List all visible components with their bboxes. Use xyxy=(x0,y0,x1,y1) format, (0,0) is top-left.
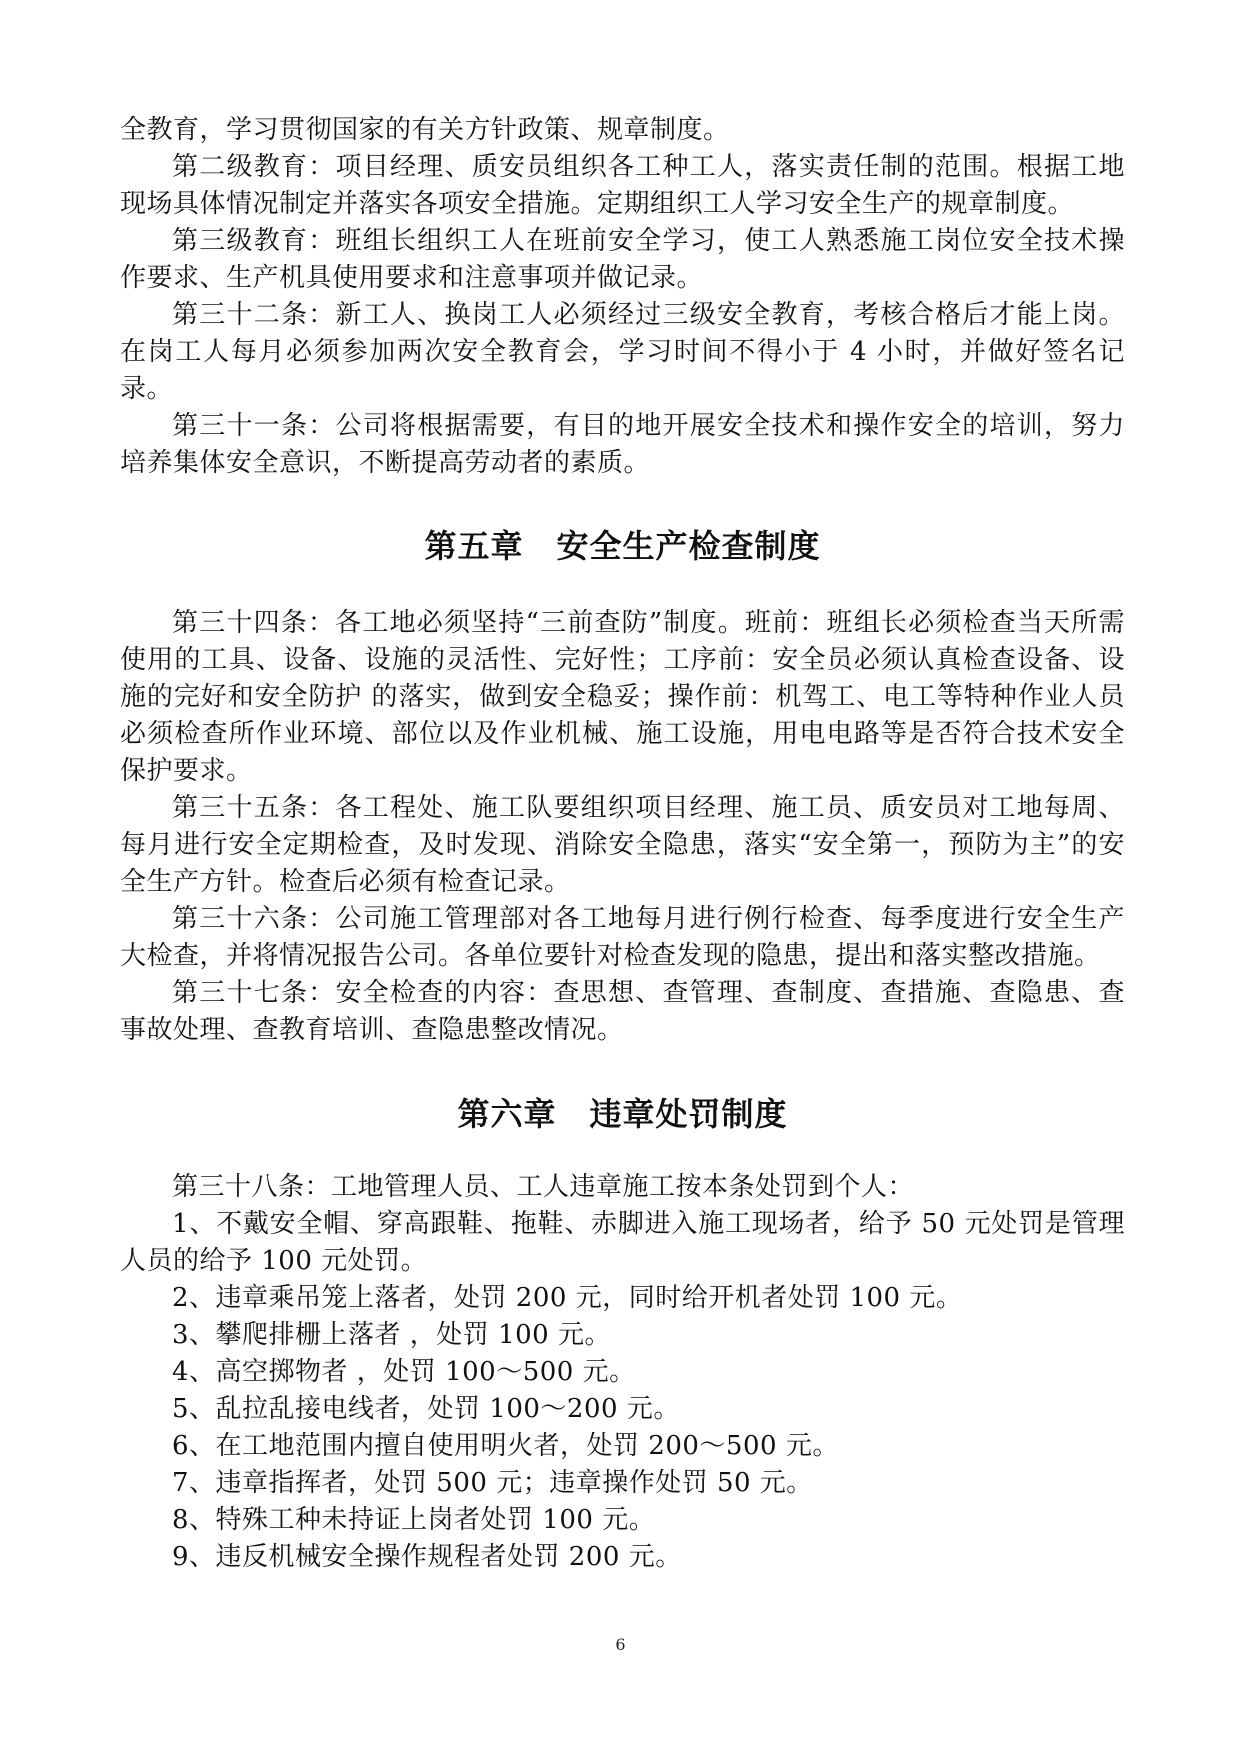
paragraph: 第二级教育：项目经理、质安员组织各工种工人，落实责任制的范围。根据工地现场具体情况制定并落实各项安全措施。定期组织工人学习安全生产的规章制度。 xyxy=(120,152,1125,219)
list-item: 9、违反机械安全操作规程者处罚 200 元。 xyxy=(172,1542,682,1572)
chapter-title: 第六章 违章处罚制度 xyxy=(457,1095,788,1133)
list-item: 6、在工地范围内擅自使用明火者，处罚 200～500 元。 xyxy=(172,1431,839,1461)
list-item: 1、不戴安全帽、穿高跟鞋、拖鞋、赤脚进入施工现场者，给予 50 元处罚是管理人员的给予 100 元处罚。 xyxy=(120,1209,1125,1276)
list-item: 2、违章乘吊笼上落者，处罚 200 元，同时给开机者处罚 100 元。 xyxy=(172,1283,963,1313)
list-item: 4、高空掷物者 ，处罚 100～500 元。 xyxy=(172,1357,636,1387)
paragraph: 全教育，学习贯彻国家的有关方针政策、规章制度。 xyxy=(120,115,730,145)
list-item: 5、乱拉乱接电线者，处罚 100～200 元。 xyxy=(172,1394,680,1424)
list-item: 3、攀爬排栅上落者 ，处罚 100 元。 xyxy=(172,1320,611,1350)
chapter-title: 第五章 安全生产检查制度 xyxy=(424,527,821,565)
page-number: 6 xyxy=(615,1635,626,1654)
paragraph: 第三十一条：公司将根据需要，有目的地开展安全技术和操作安全的培训，努力培养集体安全意识，不断提高劳动者的素质。 xyxy=(120,411,1125,478)
document-body xyxy=(120,112,1125,1576)
list-item: 7、违章指挥者，处罚 500 元；违章操作处罚 50 元。 xyxy=(172,1468,813,1498)
paragraph: 第三十四条：各工地必须坚持“三前查防”制度。班前：班组长必须检查当天所需使用的工具、设备、设施的灵活性、完好性；工序前：安全员必须认真检查设备、设施的完好和安全防护 的落实，做到安全稳妥；操作前：机驾工、电工等特种作业人员必须检查所作业环境、部位以及作业机械、施工设施，用电电路等是否符合技术安全保护要求。 xyxy=(120,608,1125,786)
paragraph: 第三十六条：公司施工管理部对各工地每月进行例行检查、每季度进行安全生产大检查，并将情况报告公司。各单位要针对检查发现的隐患，提出和落实整改措施。 xyxy=(120,904,1125,971)
paragraph: 第三十二条：新工人、换岗工人必须经过三级安全教育，考核合格后才能上岗。在岗工人每月必须参加两次安全教育会，学习时间不得小于 4 小时，并做好签名记录。 xyxy=(120,300,1125,404)
paragraph: 第三十五条：各工程处、施工队要组织项目经理、施工员、质安员对工地每周、每月进行安全定期检查，及时发现、消除安全隐患，落实“安全第一，预防为主”的安全生产方针。检查后必须有检查记录。 xyxy=(120,793,1125,897)
paragraph: 第三十七条：安全检查的内容：查思想、查管理、查制度、查措施、查隐患、查事故处理、查教育培训、查隐患整改情况。 xyxy=(120,978,1125,1045)
paragraph: 第三十八条：工地管理人员、工人违章施工按本条处罚到个人： xyxy=(172,1172,915,1202)
list-item: 8、特殊工种未持证上岗者处罚 100 元。 xyxy=(172,1505,656,1535)
paragraph: 第三级教育：班组长组织工人在班前安全学习，使工人熟悉施工岗位安全技术操作要求、生产机具使用要求和注意事项并做记录。 xyxy=(120,226,1125,293)
